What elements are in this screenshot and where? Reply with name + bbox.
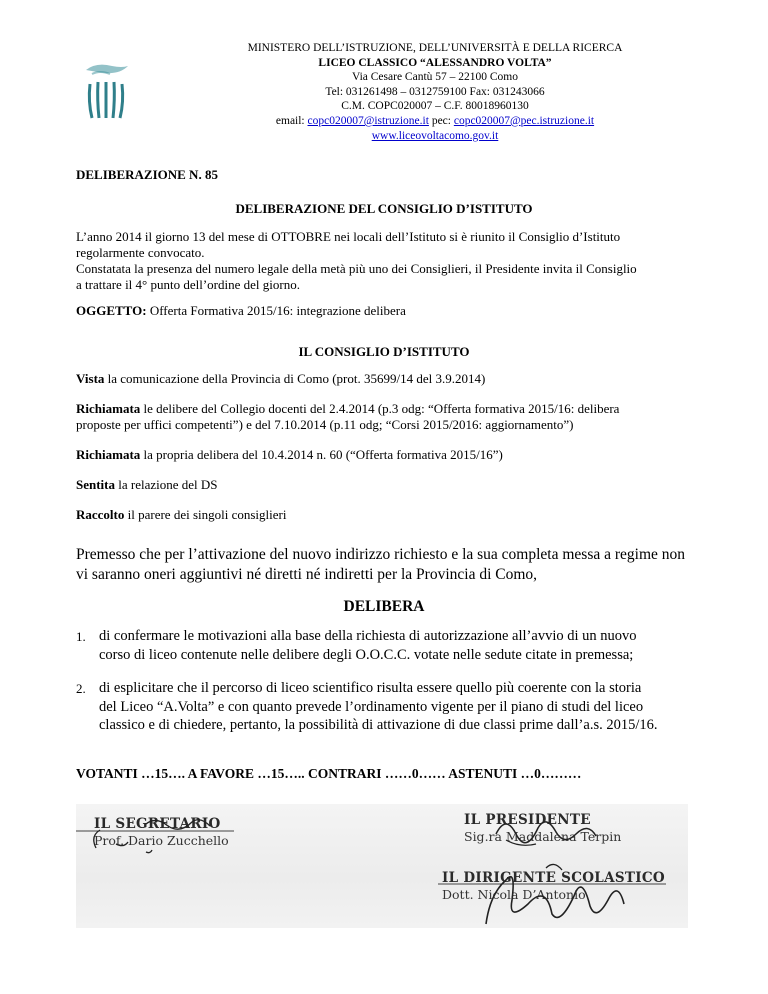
consideration-label: Richiamata xyxy=(76,447,141,462)
president-label: IL PRESIDENTE xyxy=(464,812,591,828)
school-phone: Tel: 031261498 – 0312759100 Fax: 031243066 xyxy=(325,85,545,98)
intro-line-1: L’anno 2014 il giorno 13 del mese di OTTOBRE nei locali dell’Istituto si è riunito il Consiglio d’Istituto xyxy=(76,229,621,244)
handwritten-signatures xyxy=(76,804,688,928)
item-number: 1. xyxy=(76,629,86,644)
votes-line: VOTANTI …15…. A FAVORE …15….. CONTRARI ……0…… ASTENUTI …0……… xyxy=(76,766,582,781)
deliberation-number: DELIBERAZIONE N. 85 xyxy=(76,167,218,182)
decision-item-1 xyxy=(99,627,715,664)
decision-item-2 xyxy=(99,679,715,735)
consideration-label: Vista xyxy=(76,371,105,386)
consideration-raccolto xyxy=(76,507,286,523)
intro-paragraph xyxy=(76,229,696,293)
email-link[interactable]: copc020007@istruzione.it xyxy=(307,114,429,127)
consideration-label: Raccolto xyxy=(76,507,125,522)
school-address: Via Cesare Cantù 57 – 22100 Como xyxy=(351,71,519,84)
secretary-name: Prof. Dario Zucchello xyxy=(94,833,229,848)
ministry-line: MINISTERO DELL’ISTRUZIONE, DELL’UNIVERSITÀ E DELLA RICERCA xyxy=(247,42,623,54)
item-line: di esplicitare che il percorso di liceo scientifico risulta essere quello più coerente con la storia xyxy=(99,680,642,696)
signature-block xyxy=(76,804,688,928)
letterhead xyxy=(150,41,720,143)
premise-paragraph xyxy=(76,545,716,584)
deliberation-title: DELIBERAZIONE DEL CONSIGLIO D’ISTITUTO xyxy=(235,201,533,216)
consideration-sentita xyxy=(76,477,218,493)
consideration-text: la propria delibera del 10.4.2014 n. 60 (“Offerta formativa 2015/16”) xyxy=(140,447,503,462)
school-name: LICEO CLASSICO “ALESSANDRO VOLTA” xyxy=(318,56,552,69)
consideration-text-cont: proposte per uffici competenti”) e del 7.10.2014 (p.11 odg; “Corsi 2015/2016: aggiornamento”) xyxy=(76,417,574,432)
intro-line-3: Constatata la presenza del numero legale della metà più uno dei Consiglieri, il Presidente invita il Consiglio xyxy=(76,261,637,276)
consideration-text: le delibere del Collegio docenti del 2.4.2014 (p.3 odg: “Offerta formativa 2015/16: delibera xyxy=(140,401,620,416)
website-link[interactable]: www.liceovoltacomo.gov.it xyxy=(371,129,499,142)
consideration-text: la comunicazione della Provincia di Como (prot. 35699/14 del 3.9.2014) xyxy=(104,371,486,386)
intro-line-2: regolarmente convocato. xyxy=(76,245,205,260)
principal-label: IL DIRIGENTE SCOLASTICO xyxy=(442,870,665,886)
school-logo xyxy=(82,62,130,120)
item-line: di confermare le motivazioni alla base della richiesta di autorizzazione all’avvio di un nuovo xyxy=(99,628,637,644)
principal-name: Dott. Nicola D’Antonio xyxy=(442,887,586,902)
consideration-richiamata-2 xyxy=(76,447,503,463)
consideration-text: la relazione del DS xyxy=(115,477,218,492)
premise-line-1: Premesso che per l’attivazione del nuovo indirizzo richiesto e la sua completa messa a regime non xyxy=(76,546,686,563)
consideration-richiamata-1 xyxy=(76,401,696,433)
item-line: corso di liceo contenute nelle delibere degli O.O.C.C. votate nelle sedute citate in premessa; xyxy=(99,646,634,663)
decision-heading: DELIBERA xyxy=(343,598,425,615)
school-codes: C.M. COPC020007 – C.F. 80018960130 xyxy=(341,100,529,113)
item-number: 2. xyxy=(76,681,86,696)
pec-prefix: pec: xyxy=(428,114,454,127)
secretary-label: IL SEGRETARIO xyxy=(94,816,221,832)
item-line: del Liceo “A.Volta” e con quanto prevede l’ordinamento vigente per il piano di studi del liceo xyxy=(99,698,644,715)
subject-text: Offerta Formativa 2015/16: integrazione delibera xyxy=(146,303,406,318)
president-name: Sig.ra Maddalena Terpin xyxy=(464,829,622,844)
consideration-text: il parere dei singoli consiglieri xyxy=(124,507,287,522)
subject-line xyxy=(76,303,406,319)
premise-line-2: vi saranno oneri aggiuntivi né diretti né indiretti per la Provincia di Como, xyxy=(76,565,538,583)
intro-line-4: a trattare il 4° punto dell’ordine del giorno. xyxy=(76,277,300,292)
email-prefix: email: xyxy=(275,114,308,127)
email-line xyxy=(150,114,720,129)
consideration-label: Richiamata xyxy=(76,401,141,416)
consideration-vista xyxy=(76,371,485,387)
council-heading: IL CONSIGLIO D’ISTITUTO xyxy=(298,344,470,359)
consideration-label: Sentita xyxy=(76,477,115,492)
item-line: classico e di chiedere, pertanto, la possibilità di attivazione di due classi prime dall’a.s. 2015/16. xyxy=(99,717,658,733)
pec-link[interactable]: copc020007@pec.istruzione.it xyxy=(453,114,595,127)
subject-label: OGGETTO: xyxy=(76,303,147,318)
